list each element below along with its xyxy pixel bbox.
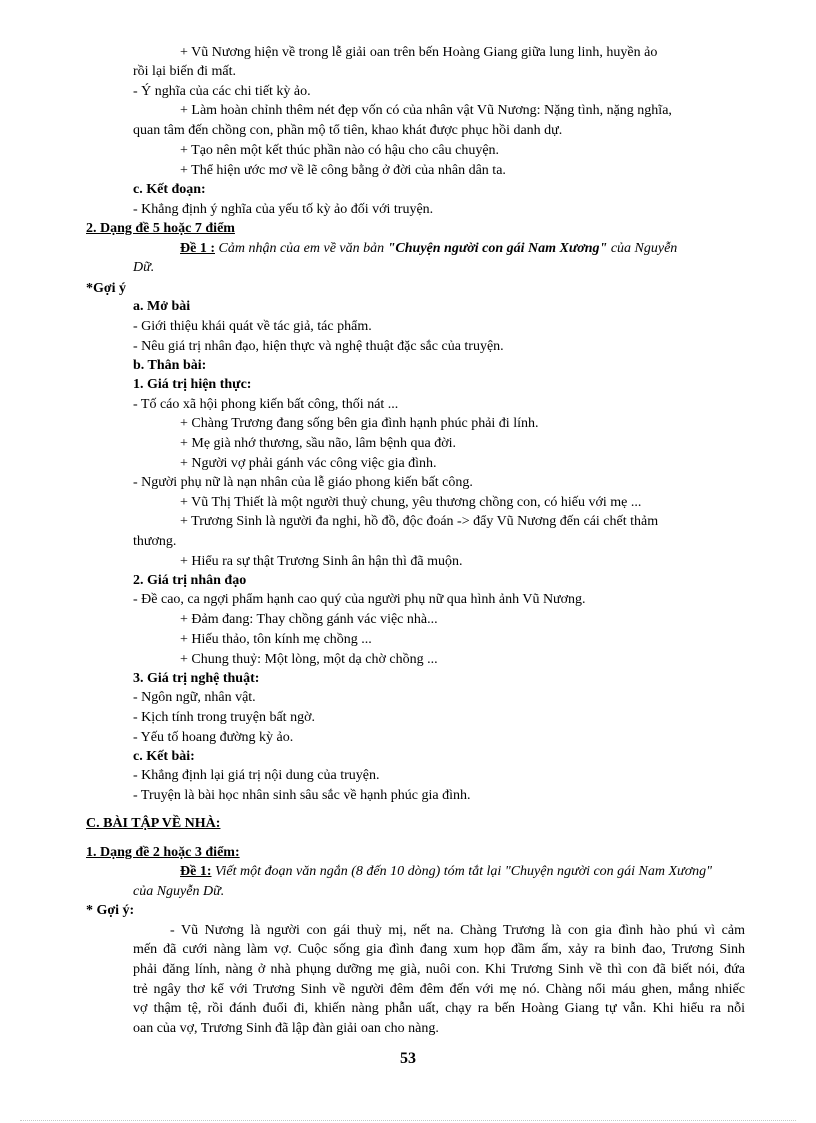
section-heading: 2. Dạng đề 5 hoặc 7 điểm — [86, 221, 235, 236]
exercise-line — [180, 239, 677, 258]
section-heading: * Gợi ý: — [86, 903, 135, 918]
text-line: rồi lại biến đi mất. — [133, 64, 237, 79]
text-line: + Hiếu thảo, tôn kính mẹ chồng ... — [180, 632, 372, 647]
section-heading: 1. Giá trị hiện thực: — [133, 377, 252, 392]
text-line: + Đảm đang: Thay chồng gánh vác việc nhà... — [180, 612, 438, 627]
section-heading: 1. Dạng đề 2 hoặc 3 điểm: — [86, 845, 240, 860]
text-line: + Chàng Trương đang sống bên gia đình hạnh phúc phải đi lính. — [180, 416, 539, 431]
text-line: của Nguyễn Dữ. — [133, 884, 225, 899]
text-line: - Truyện là bài học nhân sinh sâu sắc về hạnh phúc gia đình. — [133, 788, 471, 803]
text-line: + Thể hiện ước mơ về lẽ công bằng ở đời của nhân dân ta. — [180, 163, 506, 178]
exercise-label: Đề 1: — [180, 864, 212, 879]
paragraph-line: phải đăng lính, nàng ở nhà phụng dưỡng mẹ già, nuôi con. Khi Trương Sinh về thì con đã biết nói, đứa — [133, 962, 745, 977]
text-line: - Nêu giá trị nhân đạo, hiện thực và nghệ thuật đặc sắc của truyện. — [133, 339, 504, 354]
text-line: + Làm hoàn chỉnh thêm nét đẹp vốn có của nhân vật Vũ Nương: Nặng tình, nặng nghĩa, — [180, 103, 672, 118]
text-line: thương. — [133, 534, 177, 549]
section-heading: 3. Giá trị nghệ thuật: — [133, 671, 260, 686]
exercise-text: Cảm nhận của em về văn bản — [218, 241, 385, 256]
section-heading: c. Kết bài: — [133, 749, 195, 764]
section-heading: 2. Giá trị nhân đạo — [133, 573, 247, 588]
text-line: - Khẳng định ý nghĩa của yếu tố kỳ ảo đối với truyện. — [133, 202, 434, 217]
text-line: Dữ. — [133, 260, 155, 275]
text-line: - Đề cao, ca ngợi phẩm hạnh cao quý của người phụ nữ qua hình ảnh Vũ Nương. — [133, 592, 586, 607]
text-line: - Ý nghĩa của các chi tiết kỳ ảo. — [133, 84, 311, 99]
section-heading: c. Kết đoạn: — [133, 182, 206, 197]
paragraph-line: oan của vợ, Trương Sinh đã lập đàn giải oan cho nàng. — [133, 1021, 439, 1036]
text-line: - Giới thiệu khái quát về tác giả, tác phẩm. — [133, 319, 372, 334]
page-bottom-rule — [20, 1120, 796, 1121]
text-line: + Chung thuỷ: Một lòng, một dạ chờ chồng ... — [180, 652, 438, 667]
text-line: + Vũ Thị Thiết là một người thuỷ chung, yêu thương chồng con, có hiếu với mẹ ... — [180, 495, 642, 510]
exercise-label: Đề 1 : — [180, 241, 215, 256]
page-number: 53 — [400, 1050, 416, 1067]
section-heading: C. BÀI TẬP VỀ NHÀ: — [86, 816, 221, 831]
text-line: - Tố cáo xã hội phong kiến bất công, thối nát ... — [133, 397, 399, 412]
text-line: - Ngôn ngữ, nhân vật. — [133, 690, 256, 705]
text-line: - Kịch tính trong truyện bất ngờ. — [133, 710, 315, 725]
exercise-line — [180, 862, 712, 881]
text-line: + Vũ Nương hiện về trong lễ giải oan trên bến Hoàng Giang giữa lung linh, huyền ảo — [180, 45, 658, 60]
exercise-text: của Nguyễn — [610, 241, 678, 256]
paragraph-line: trẻ ngây thơ kể với Trương Sinh về người đêm đêm đến với mẹ nó. Chàng nổi máu ghen, mắng nhiếc — [133, 982, 745, 997]
text-line: + Trương Sinh là người đa nghi, hồ đồ, độc đoán -> đẩy Vũ Nương đến cái chết thảm — [180, 514, 659, 529]
text-line: - Yếu tố hoang đường kỳ ảo. — [133, 730, 294, 745]
section-heading: a. Mở bài — [133, 299, 191, 314]
text-line: - Người phụ nữ là nạn nhân của lễ giáo phong kiến bất công. — [133, 475, 473, 490]
text-line: quan tâm đến chồng con, phần mộ tổ tiên, khao khát được phục hồi danh dự. — [133, 123, 563, 138]
text-line: + Mẹ già nhớ thương, sầu não, lâm bệnh qua đời. — [180, 436, 457, 451]
text-line: + Hiểu ra sự thật Trương Sinh ân hận thì đã muộn. — [180, 554, 463, 569]
work-title: "Chuyện người con gái Nam Xương" — [387, 241, 608, 256]
section-heading: *Gợi ý — [86, 281, 127, 296]
paragraph-line: - Vũ Nương là người con gái thuỳ mị, nết na. Chàng Trương là con gia đình hào phú vì cảm — [170, 923, 745, 938]
text-line: + Người vợ phải gánh vác công việc gia đình. — [180, 456, 437, 471]
exercise-text: Viết một đoạn văn ngắn (8 đến 10 dòng) tóm tắt lại "Chuyện người con gái Nam Xương" — [215, 864, 713, 879]
section-heading: b. Thân bài: — [133, 358, 207, 373]
text-line: - Khẳng định lại giá trị nội dung của truyện. — [133, 768, 380, 783]
paragraph-line: mến đã cưới nàng làm vợ. Cuộc sống gia đình đang xum họp đầm ấm, xảy ra binh đao, Trương Sinh — [133, 942, 745, 957]
paragraph-line: vợ thậm tệ, rồi đánh đuổi đi, khiến nàng phẫn uất, chạy ra bến Hoàng Giang tự vẫn. Khi hiểu ra nỗi — [133, 1001, 745, 1016]
text-line: + Tạo nên một kết thúc phần nào có hậu cho câu chuyện. — [180, 143, 500, 158]
